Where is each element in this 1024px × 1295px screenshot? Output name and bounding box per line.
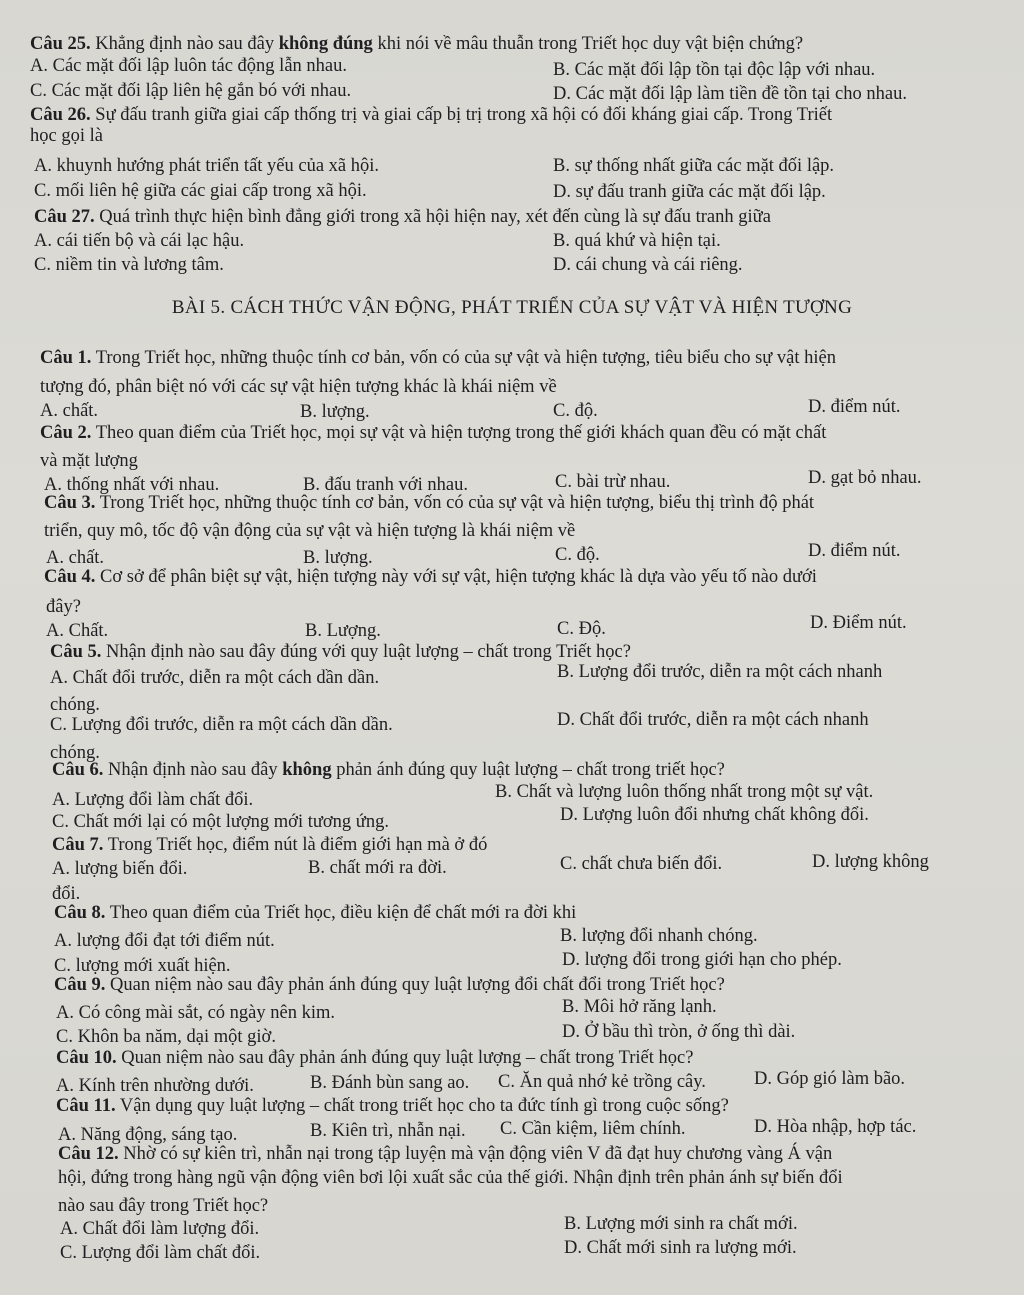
answer-option: D. lượng đổi trong giới hạn cho phép. [562, 950, 842, 970]
answer-option: C. Ăn quả nhớ kẻ trồng cây. [498, 1072, 706, 1092]
answer-option: B. quá khứ và hiện tại. [553, 231, 721, 251]
answer-option: B. Lượng mới sinh ra chất mới. [564, 1214, 798, 1234]
answer-option: A. thống nhất với nhau. [44, 475, 220, 495]
question-continuation: học gọi là [30, 126, 103, 146]
answer-option: C. Khôn ba năm, dại một giờ. [56, 1027, 276, 1047]
question-stem: Câu 5. Nhận định nào sau đây đúng với quy luật lượng – chất trong Triết học? [50, 642, 631, 662]
question-number: Câu 11. [56, 1096, 116, 1116]
lesson-title: BÀI 5. CÁCH THỨC VẬN ĐỘNG, PHÁT TRIỂN CỦA SỰ VẬT VÀ HIỆN TƯỢNG [171, 297, 853, 318]
answer-option: D. Góp gió làm bão. [754, 1069, 906, 1089]
answer-option: A. Chất đổi trước, diễn ra một cách dần dần. [50, 668, 380, 688]
question-continuation: chóng. [50, 743, 100, 763]
question-stem: Câu 7. Trong Triết học, điểm nút là điểm giới hạn mà ở đó [52, 835, 488, 855]
answer-option: A. Các mặt đối lập luôn tác động lẫn nhau. [30, 56, 347, 76]
question-number: Câu 7. [52, 835, 104, 855]
answer-option: B. lượng đổi nhanh chóng. [560, 926, 758, 946]
question-stem: Câu 4. Cơ sở để phân biệt sự vật, hiện tượng này với sự vật, hiện tượng khác là dựa vào yếu tố nào dưới [44, 567, 817, 587]
answer-option: D. Chất đổi trước, diễn ra một cách nhanh [557, 710, 869, 730]
question-stem: Câu 11. Vận dụng quy luật lượng – chất trong triết học cho ta đức tính gì trong cuộc sống? [56, 1096, 729, 1116]
question-number: Câu 12. [58, 1144, 119, 1164]
answer-option: B. chất mới ra đời. [308, 858, 447, 878]
answer-option: D. Điểm nút. [810, 613, 907, 633]
question-number: Câu 8. [54, 903, 106, 923]
answer-option: C. Độ. [557, 619, 606, 639]
question-stem: Câu 1. Trong Triết học, những thuộc tính cơ bản, vốn có của sự vật và hiện tượng, tiêu biểu cho sự vật hiện [40, 348, 837, 368]
answer-option: A. Chất đổi làm lượng đổi. [60, 1219, 260, 1239]
question-number: Câu 3. [44, 493, 96, 513]
answer-option: C. Các mặt đối lập liên hệ gắn bó với nhau. [30, 81, 352, 101]
answer-option: C. độ. [555, 545, 600, 565]
answer-option: D. Hòa nhập, hợp tác. [754, 1117, 917, 1137]
answer-option: A. Có công mài sắt, có ngày nên kim. [56, 1003, 335, 1023]
question-number: Câu 5. [50, 642, 102, 662]
answer-option: A. Chất. [46, 621, 109, 641]
answer-option: A. Năng động, sáng tạo. [58, 1125, 238, 1145]
answer-option: B. Môi hở răng lạnh. [562, 997, 717, 1017]
question-continuation: đây? [46, 597, 81, 617]
answer-option: B. Kiên trì, nhẫn nại. [310, 1121, 466, 1141]
question-number: Câu 27. [34, 207, 95, 227]
answer-option: C. độ. [553, 401, 598, 421]
question-continuation: nào sau đây trong Triết học? [58, 1196, 269, 1216]
answer-option: B. lượng. [303, 548, 373, 568]
answer-option: C. bài trừ nhau. [555, 472, 671, 492]
answer-option: D. Chất mới sinh ra lượng mới. [564, 1238, 797, 1258]
answer-option: D. điểm nút. [808, 541, 901, 561]
question-number: Câu 4. [44, 567, 96, 587]
answer-option: D. lượng không [812, 852, 929, 872]
answer-option: B. Chất và lượng luôn thống nhất trong một sự vật. [495, 782, 874, 802]
answer-option: A. lượng đổi đạt tới điểm nút. [54, 931, 275, 951]
question-stem: Câu 27. Quá trình thực hiện bình đẳng giới trong xã hội hiện nay, xét đến cùng là sự đấu tranh giữa [34, 207, 771, 227]
answer-option: D. Lượng luôn đổi nhưng chất không đổi. [560, 805, 869, 825]
answer-option: D. sự đấu tranh giữa các mặt đối lập. [553, 182, 826, 202]
answer-option: D. gạt bỏ nhau. [808, 468, 922, 488]
question-stem: Câu 8. Theo quan điểm của Triết học, điều kiện để chất mới ra đời khi [54, 903, 577, 923]
answer-option: B. Các mặt đối lập tồn tại độc lập với nhau. [553, 60, 876, 80]
question-stem: Câu 10. Quan niệm nào sau đây phản ánh đúng quy luật lượng – chất trong Triết học? [56, 1048, 694, 1068]
answer-option: A. chất. [46, 548, 105, 568]
question-number: Câu 25. [30, 34, 91, 54]
question-stem: Câu 3. Trong Triết học, những thuộc tính cơ bản, vốn có của sự vật và hiện tượng, biểu thị trình độ phát [44, 493, 815, 513]
question-stem: Câu 25. Khẳng định nào sau đây không đúng khi nói về mâu thuẫn trong Triết học duy vật biện chứng? [30, 34, 804, 54]
answer-option: C. Cần kiệm, liêm chính. [500, 1119, 686, 1139]
answer-option: A. Lượng đổi làm chất đổi. [52, 790, 254, 810]
answer-option: B. Lượng. [305, 621, 381, 641]
answer-option: A. cái tiến bộ và cái lạc hậu. [34, 231, 245, 251]
answer-option: B. lượng. [300, 402, 370, 422]
answer-option: C. chất chưa biến đổi. [560, 854, 723, 874]
question-continuation: chóng. [50, 695, 100, 715]
question-continuation: và mặt lượng [40, 451, 138, 471]
question-stem: Câu 2. Theo quan điểm của Triết học, mọi sự vật và hiện tượng trong thế giới khách quan đều có mặt chất [40, 423, 827, 443]
answer-option: B. Lượng đổi trước, diễn ra một cách nhanh [557, 662, 883, 682]
answer-option: C. Chất mới lại có một lượng mới tương ứng. [52, 812, 389, 832]
answer-option: A. lượng biến đổi. [52, 859, 188, 879]
answer-option: C. niềm tin và lương tâm. [34, 255, 224, 275]
answer-option: B. Đánh bùn sang ao. [310, 1073, 470, 1093]
question-stem: Câu 12. Nhờ có sự kiên trì, nhẫn nại trong tập luyện mà vận động viên V đã đạt huy chương vàng Á vận [58, 1144, 833, 1164]
answer-option: B. sự thống nhất giữa các mặt đối lập. [553, 156, 835, 176]
answer-option: C. lượng mới xuất hiện. [54, 956, 231, 976]
question-stem: Câu 6. Nhận định nào sau đây không phản ánh đúng quy luật lượng – chất trong triết học? [52, 760, 725, 780]
question-stem: Câu 9. Quan niệm nào sau đây phản ánh đúng quy luật lượng đổi chất đổi trong Triết học? [54, 975, 725, 995]
question-number: Câu 6. [52, 760, 104, 780]
answer-option: C. Lượng đổi làm chất đổi. [60, 1243, 261, 1263]
question-number: Câu 10. [56, 1048, 117, 1068]
emphasis-keyword: không [282, 760, 332, 780]
answer-option: A. Kính trên nhường dưới. [56, 1076, 254, 1096]
answer-option: D. Các mặt đối lập làm tiền đề tồn tại cho nhau. [553, 84, 907, 104]
answer-option: D. cái chung và cái riêng. [553, 255, 743, 275]
question-number: Câu 26. [30, 105, 91, 125]
question-continuation: hội, đứng trong hàng ngũ vận động viên bơi lội xuất sắc của thế giới. Nhận định trên phản ánh sự biến đổi [58, 1168, 843, 1188]
answer-option: D. điểm nút. [808, 397, 901, 417]
answer-option: A. khuynh hướng phát triển tất yếu của xã hội. [34, 156, 380, 176]
answer-option: A. chất. [40, 401, 99, 421]
answer-option: D. Ở bầu thì tròn, ở ống thì dài. [562, 1022, 796, 1042]
question-number: Câu 9. [54, 975, 106, 995]
question-number: Câu 2. [40, 423, 92, 443]
question-continuation: triển, quy mô, tốc độ vận động của sự vật và hiện tượng là khái niệm về [44, 521, 576, 541]
question-continuation: đổi. [52, 884, 81, 904]
emphasis-keyword: không đúng [278, 34, 373, 54]
question-number: Câu 1. [40, 348, 92, 368]
question-stem: Câu 26. Sự đấu tranh giữa giai cấp thống trị và giai cấp bị trị trong xã hội có đối kháng giai cấp. Trong Triết [30, 105, 833, 125]
answer-option: B. đấu tranh với nhau. [303, 475, 468, 495]
answer-option: C. Lượng đổi trước, diễn ra một cách dần dần. [50, 715, 393, 735]
question-continuation: tượng đó, phân biệt nó với các sự vật hiện tượng khác là khái niệm về [40, 377, 557, 397]
answer-option: C. mối liên hệ giữa các giai cấp trong xã hội. [34, 181, 367, 201]
